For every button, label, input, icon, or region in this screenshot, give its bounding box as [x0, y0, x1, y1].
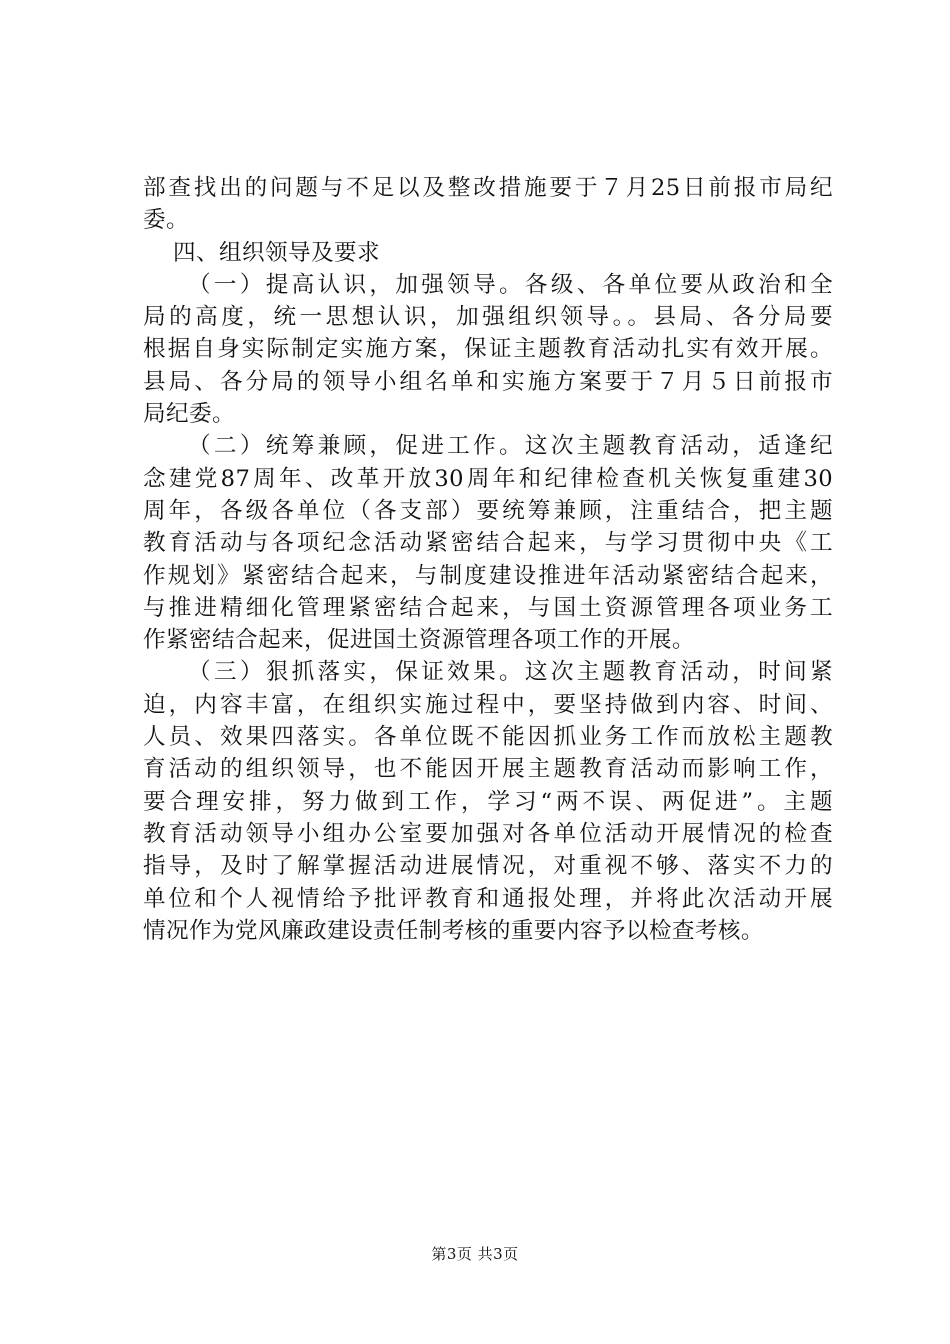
text-line: 县局、各分局的领导小组名单和实施方案要于７月５日前报市: [143, 368, 833, 395]
text-line: 育活动的组织领导，也不能因开展主题教育活动而影响工作，: [143, 756, 833, 783]
text-line: 情况作为党风廉政建设责任制考核的重要内容予以检查考核。: [143, 917, 764, 944]
text-line: 人员、效果四落实。各单位既不能因抓业务工作而放松主题教: [143, 724, 833, 751]
text-line: 作规划》紧密结合起来，与制度建设推进年活动紧密结合起来，: [143, 562, 833, 589]
text-line: 局的高度，统一思想认识，加强组织领导。。县局、各分局要: [143, 304, 833, 331]
text-line: 周年，各级各单位（各支部）要统筹兼顾，注重结合，把主题: [143, 497, 833, 524]
text-line: 迫，内容丰富，在组织实施过程中，要坚持做到内容、时间、: [143, 691, 833, 718]
text-line: 作紧密结合起来，促进国土资源管理各项工作的开展。: [143, 627, 695, 654]
text-line: 要合理安排，努力做到工作，学习“两不误、两促进”。主题: [143, 788, 833, 815]
text-line: 教育活动与各项纪念活动紧密结合起来，与学习贯彻中央《工: [143, 530, 833, 557]
section-heading: 四、组织领导及要求: [173, 239, 380, 266]
text-line: 教育活动领导小组办公室要加强对各单位活动开展情况的检查: [143, 820, 833, 847]
text-line: 指导，及时了解掌握活动进展情况，对重视不够、落实不力的: [143, 853, 833, 880]
document-body: [143, 172, 833, 947]
text-line: 根据自身实际制定实施方案，保证主题教育活动扎实有效开展。: [143, 336, 833, 363]
text-line: 单位和个人视情给予批评教育和通报处理，并将此次活动开展: [143, 885, 833, 912]
text-line: 念建党87周年、改革开放30周年和纪律检查机关恢复重建30: [143, 465, 833, 492]
text-line: （二）统筹兼顾，促进工作。这次主题教育活动，适逢纪: [188, 433, 833, 460]
text-line: 与推进精细化管理紧密结合起来，与国土资源管理各项业务工: [143, 594, 833, 621]
text-line: （三）狠抓落实，保证效果。这次主题教育活动，时间紧: [188, 659, 833, 686]
text-line: （一）提高认识，加强领导。各级、各单位要从政治和全: [188, 271, 833, 298]
text-line: 委。: [143, 207, 189, 234]
text-line: 局纪委。: [143, 401, 235, 428]
page-number-footer: 第3页 共3页: [431, 1245, 519, 1263]
text-line: 部查找出的问题与不足以及整改措施要于７月25日前报市局纪: [143, 175, 833, 201]
